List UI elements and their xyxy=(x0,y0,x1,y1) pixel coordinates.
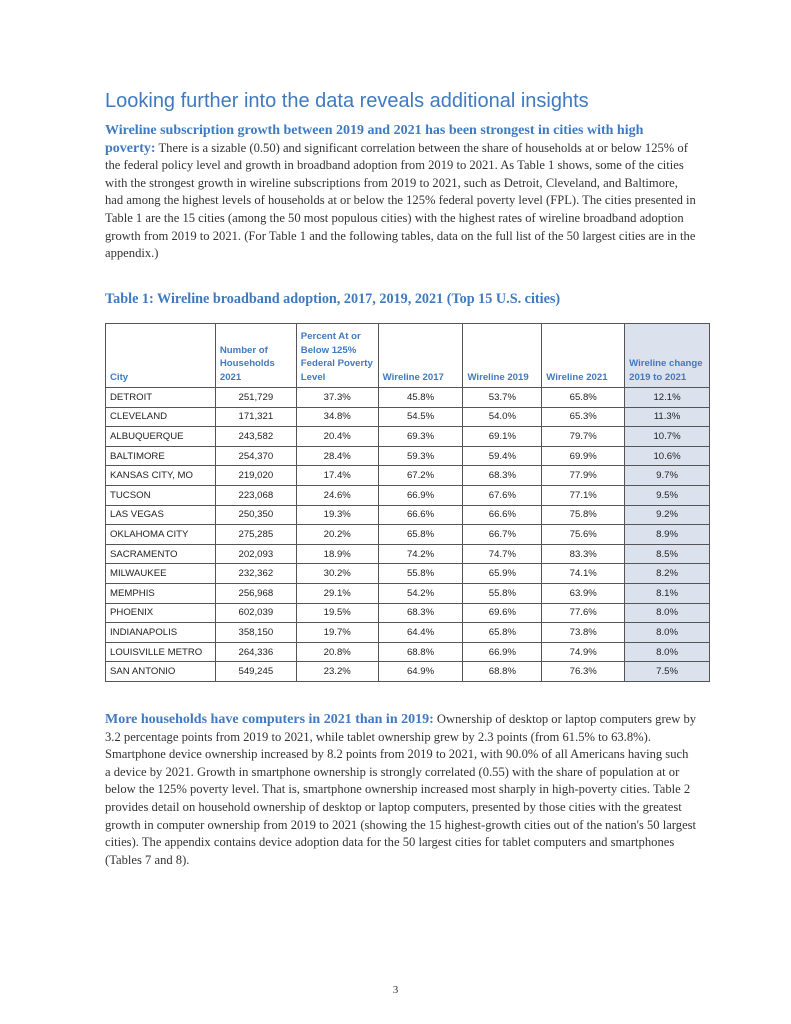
city-cell: MILWAUKEE xyxy=(106,564,216,584)
table-row xyxy=(106,466,710,486)
value-cell: 66.6% xyxy=(378,505,463,525)
value-cell: 9.7% xyxy=(625,466,710,486)
value-cell: 68.8% xyxy=(463,662,542,682)
table-row xyxy=(106,525,710,545)
section-title: Looking further into the data reveals additional insights xyxy=(105,90,589,112)
paragraph-body: Ownership of desktop or laptop computers grew by 3.2 percentage points from 2019 to 2021, while tablet ownership grew by 2.3 points (from 61.5% to 63.8%). Smartphone device ownership increased by 8.2 points from 2019 to 2021, with 90.0% of all Americans having such a device by 2021. Growth in smartphone ownership is strongly correlated (0.55) with the share of population at or below the 125% poverty level. That is, smartphone ownership increased most sharply in high-poverty cities. Table 2 provides detail on household ownership of desktop or laptop computers, presented by those cities with the greatest growth in computer ownership from 2019 to 2021 (showing the 15 highest-growth cities out of the nation's 50 largest cities). The appendix contains device adoption data for the 50 largest cities for tablet computers and smartphones (Tables 7 and 8). xyxy=(105,712,697,867)
value-cell: 8.9% xyxy=(625,525,710,545)
value-cell: 76.3% xyxy=(542,662,625,682)
value-cell: 53.7% xyxy=(463,388,542,408)
value-cell: 65.8% xyxy=(542,388,625,408)
city-cell: PHOENIX xyxy=(106,603,216,623)
value-cell: 9.2% xyxy=(625,505,710,525)
value-cell: 232,362 xyxy=(215,564,296,584)
value-cell: 55.8% xyxy=(463,583,542,603)
value-cell: 8.0% xyxy=(625,642,710,662)
value-cell: 250,350 xyxy=(215,505,296,525)
value-cell: 30.2% xyxy=(296,564,378,584)
value-cell: 69.3% xyxy=(378,427,463,447)
value-cell: 8.0% xyxy=(625,603,710,623)
value-cell: 77.1% xyxy=(542,485,625,505)
city-cell: LOUISVILLE METRO xyxy=(106,642,216,662)
value-cell: 68.3% xyxy=(378,603,463,623)
value-cell: 20.2% xyxy=(296,525,378,545)
value-cell: 12.1% xyxy=(625,388,710,408)
column-header: Wireline 2021 xyxy=(542,324,625,388)
paragraph-lead: Wireline subscription growth between 2019 and 2021 has been strongest in cities with high poverty: xyxy=(105,123,644,156)
wireline-adoption-table xyxy=(105,323,710,682)
city-cell: TUCSON xyxy=(106,485,216,505)
value-cell: 74.1% xyxy=(542,564,625,584)
value-cell: 67.2% xyxy=(378,466,463,486)
value-cell: 65.8% xyxy=(378,525,463,545)
column-header: Wireline 2019 xyxy=(463,324,542,388)
value-cell: 68.8% xyxy=(378,642,463,662)
column-header: Wireline change 2019 to 2021 xyxy=(625,324,710,388)
value-cell: 66.7% xyxy=(463,525,542,545)
city-cell: BALTIMORE xyxy=(106,446,216,466)
city-cell: DETROIT xyxy=(106,388,216,408)
city-cell: OKLAHOMA CITY xyxy=(106,525,216,545)
value-cell: 37.3% xyxy=(296,388,378,408)
city-cell: SAN ANTONIO xyxy=(106,662,216,682)
value-cell: 69.6% xyxy=(463,603,542,623)
value-cell: 10.6% xyxy=(625,446,710,466)
value-cell: 65.3% xyxy=(542,407,625,427)
column-header: Number of Households 2021 xyxy=(215,324,296,388)
value-cell: 254,370 xyxy=(215,446,296,466)
page-number: 3 xyxy=(392,984,399,996)
value-cell: 358,150 xyxy=(215,623,296,643)
value-cell: 64.4% xyxy=(378,623,463,643)
city-cell: KANSAS CITY, MO xyxy=(106,466,216,486)
value-cell: 28.4% xyxy=(296,446,378,466)
city-cell: SACRAMENTO xyxy=(106,544,216,564)
city-cell: CLEVELAND xyxy=(106,407,216,427)
value-cell: 549,245 xyxy=(215,662,296,682)
value-cell: 54.5% xyxy=(378,407,463,427)
value-cell: 74.2% xyxy=(378,544,463,564)
value-cell: 74.9% xyxy=(542,642,625,662)
value-cell: 8.0% xyxy=(625,623,710,643)
table-row xyxy=(106,603,710,623)
value-cell: 69.1% xyxy=(463,427,542,447)
table-caption: Table 1: Wireline broadband adoption, 2017, 2019, 2021 (Top 15 U.S. cities) xyxy=(105,291,561,307)
value-cell: 45.8% xyxy=(378,388,463,408)
value-cell: 59.4% xyxy=(463,446,542,466)
table-header-row xyxy=(106,324,710,388)
city-cell: ALBUQUERQUE xyxy=(106,427,216,447)
value-cell: 19.3% xyxy=(296,505,378,525)
value-cell: 20.8% xyxy=(296,642,378,662)
value-cell: 243,582 xyxy=(215,427,296,447)
value-cell: 65.8% xyxy=(463,623,542,643)
value-cell: 256,968 xyxy=(215,583,296,603)
value-cell: 19.7% xyxy=(296,623,378,643)
value-cell: 34.8% xyxy=(296,407,378,427)
value-cell: 18.9% xyxy=(296,544,378,564)
value-cell: 24.6% xyxy=(296,485,378,505)
table-row xyxy=(106,407,710,427)
table-row xyxy=(106,623,710,643)
value-cell: 68.3% xyxy=(463,466,542,486)
table-row xyxy=(106,427,710,447)
value-cell: 20.4% xyxy=(296,427,378,447)
table-row xyxy=(106,544,710,564)
value-cell: 63.9% xyxy=(542,583,625,603)
table-row xyxy=(106,485,710,505)
paragraph-lead: More households have computers in 2021 than in 2019: xyxy=(105,712,434,727)
value-cell: 66.6% xyxy=(463,505,542,525)
value-cell: 19.5% xyxy=(296,603,378,623)
table-row xyxy=(106,446,710,466)
value-cell: 8.1% xyxy=(625,583,710,603)
value-cell: 9.5% xyxy=(625,485,710,505)
value-cell: 251,729 xyxy=(215,388,296,408)
table-row xyxy=(106,662,710,682)
value-cell: 77.9% xyxy=(542,466,625,486)
value-cell: 219,020 xyxy=(215,466,296,486)
value-cell: 55.8% xyxy=(378,564,463,584)
table-row xyxy=(106,642,710,662)
value-cell: 67.6% xyxy=(463,485,542,505)
paragraph-wireline-growth xyxy=(105,122,697,263)
value-cell: 83.3% xyxy=(542,544,625,564)
value-cell: 66.9% xyxy=(463,642,542,662)
value-cell: 29.1% xyxy=(296,583,378,603)
value-cell: 65.9% xyxy=(463,564,542,584)
value-cell: 79.7% xyxy=(542,427,625,447)
value-cell: 10.7% xyxy=(625,427,710,447)
value-cell: 77.6% xyxy=(542,603,625,623)
value-cell: 202,093 xyxy=(215,544,296,564)
table-row xyxy=(106,564,710,584)
value-cell: 75.6% xyxy=(542,525,625,545)
value-cell: 275,285 xyxy=(215,525,296,545)
value-cell: 8.5% xyxy=(625,544,710,564)
value-cell: 171,321 xyxy=(215,407,296,427)
value-cell: 66.9% xyxy=(378,485,463,505)
city-cell: INDIANAPOLIS xyxy=(106,623,216,643)
table-row xyxy=(106,388,710,408)
value-cell: 69.9% xyxy=(542,446,625,466)
paragraph-body: There is a sizable (0.50) and significant correlation between the share of households at or below 125% of the federal policy level and growth in broadband adoption from 2019 to 2021. As Table 1 shows, some of the cities with the strongest growth in wireline subscriptions from 2019 to 2021, such as Detroit, Cleveland, and Baltimore, had among the highest levels of households at or below the 125% federal poverty level (FPL). The cities presented in Table 1 are the 15 cities (among the 50 most populous cities) with the highest rates of wireline broadband adoption growth from 2019 to 2021. (For Table 1 and the following tables, data on the full list of the 50 largest cities are in the appendix.) xyxy=(105,140,696,261)
value-cell: 602,039 xyxy=(215,603,296,623)
value-cell: 11.3% xyxy=(625,407,710,427)
value-cell: 73.8% xyxy=(542,623,625,643)
value-cell: 223,068 xyxy=(215,485,296,505)
column-header: Wireline 2017 xyxy=(378,324,463,388)
table-row xyxy=(106,583,710,603)
value-cell: 74.7% xyxy=(463,544,542,564)
value-cell: 7.5% xyxy=(625,662,710,682)
value-cell: 54.0% xyxy=(463,407,542,427)
value-cell: 264,336 xyxy=(215,642,296,662)
paragraph-computers xyxy=(105,711,697,869)
city-cell: MEMPHIS xyxy=(106,583,216,603)
value-cell: 8.2% xyxy=(625,564,710,584)
city-cell: LAS VEGAS xyxy=(106,505,216,525)
table-row xyxy=(106,505,710,525)
value-cell: 75.8% xyxy=(542,505,625,525)
value-cell: 54.2% xyxy=(378,583,463,603)
value-cell: 64.9% xyxy=(378,662,463,682)
value-cell: 59.3% xyxy=(378,446,463,466)
column-header: City xyxy=(106,324,216,388)
value-cell: 17.4% xyxy=(296,466,378,486)
column-header: Percent At or Below 125% Federal Poverty Level xyxy=(296,324,378,388)
value-cell: 23.2% xyxy=(296,662,378,682)
